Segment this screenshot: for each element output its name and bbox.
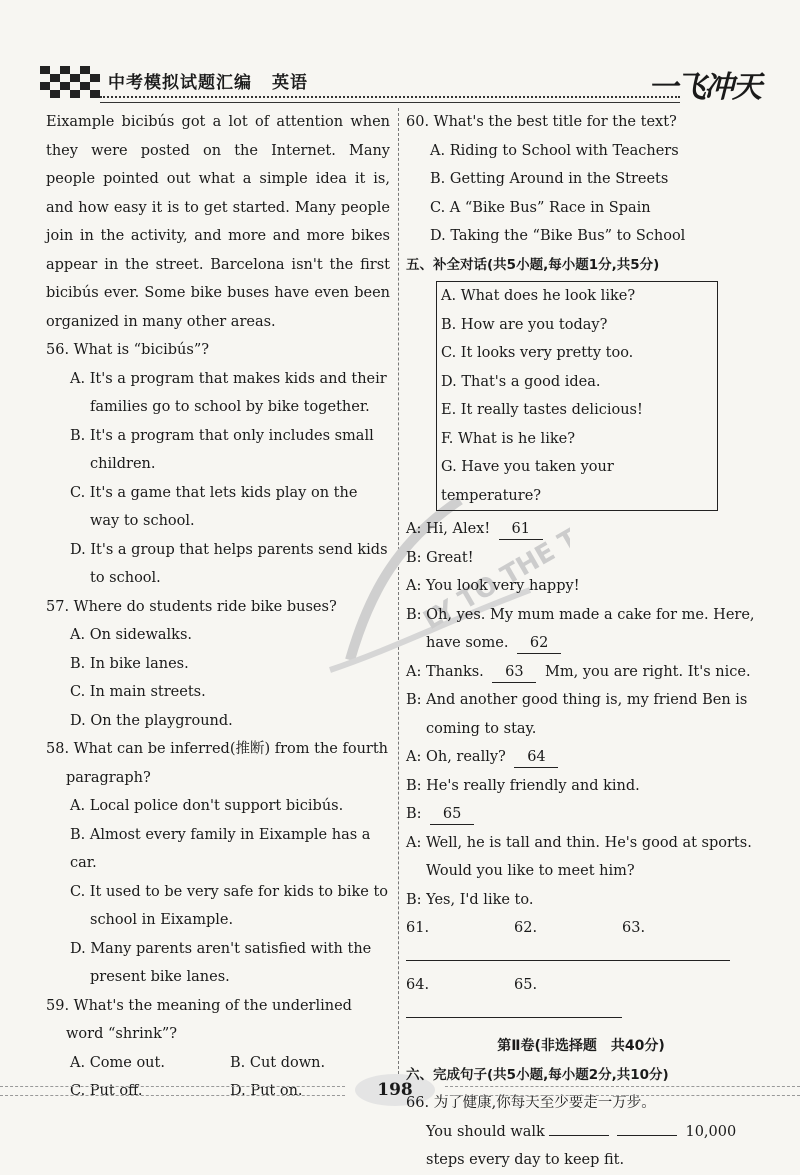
question-66-english-cont: steps every day to keep fit. bbox=[426, 1152, 625, 1168]
right-column bbox=[406, 108, 756, 1175]
dialog-line-10: A: Well, he is tall and thin. He's good at sports. bbox=[406, 834, 752, 851]
column-divider bbox=[398, 108, 399, 1074]
dialog-text: have some. bbox=[426, 635, 509, 651]
answer-62 bbox=[514, 914, 622, 971]
answer-row-1 bbox=[406, 914, 756, 971]
q59-option-d: D. Put on. bbox=[230, 1083, 303, 1099]
dialog-line-3: A: You look very happy! bbox=[406, 578, 580, 594]
q58-option-c: C. It used to be very safe for kids to bike to school in Eixample. bbox=[70, 883, 389, 928]
choices-box bbox=[436, 281, 718, 511]
answer-64 bbox=[406, 971, 514, 1028]
choice-g: G. Have you taken your temperature? bbox=[441, 459, 614, 504]
checker-decoration-icon bbox=[40, 66, 100, 98]
question-57-stem: 57. Where do students ride bike buses? bbox=[46, 598, 337, 615]
dialog-text: B: bbox=[406, 806, 422, 822]
answer-label: 62. bbox=[514, 920, 538, 936]
dialog-line-10-cont: Would you like to meet him? bbox=[426, 863, 635, 879]
answer-line[interactable] bbox=[406, 1001, 514, 1018]
dialog-line-6: B: And another good thing is, my friend Ben is bbox=[406, 692, 748, 708]
page-number: 198 bbox=[355, 1074, 435, 1106]
q56-option-c: C. It's a game that lets kids play on the way to school. bbox=[70, 484, 358, 529]
q60-option-d: D. Taking the “Bike Bus” to School bbox=[430, 228, 686, 244]
answer-label: 61. bbox=[406, 920, 430, 936]
dialog-text: A: Hi, Alex! bbox=[406, 521, 491, 537]
header-rule-solid bbox=[100, 102, 680, 103]
svg-text:LY TO THE TOP: LY TO THE TOP bbox=[418, 502, 570, 637]
dialog-line-4-cont bbox=[426, 629, 756, 658]
answer-63 bbox=[622, 914, 730, 971]
question-56-stem: 56. What is “bicibús”? bbox=[46, 342, 210, 358]
dialog-line-2: B: Great! bbox=[406, 549, 474, 566]
q57-option-b: B. In bike lanes. bbox=[70, 655, 189, 672]
question-59-stem: 59. What's the meaning of the underlined word “shrink”? bbox=[46, 997, 352, 1042]
q56-option-d: D. It's a group that helps parents send kids to school. bbox=[70, 541, 388, 586]
question-66-chinese: 66. 为了健康,你每天至少要走一万步。 bbox=[406, 1095, 656, 1111]
q59-options-row-1 bbox=[70, 1049, 390, 1078]
q57-option-a: A. On sidewalks. bbox=[70, 627, 192, 643]
dialog-line-8: B: He's really friendly and kind. bbox=[406, 777, 640, 794]
q66-number: 10,000 bbox=[685, 1123, 737, 1140]
q56-option-a: A. It's a program that makes kids and their families go to school by bike together. bbox=[70, 370, 387, 415]
choice-e: E. It really tastes delicious! bbox=[441, 402, 643, 418]
question-66-english bbox=[426, 1118, 756, 1147]
q59-option-b: B. Cut down. bbox=[230, 1054, 326, 1071]
answer-label: 65. bbox=[514, 977, 538, 993]
q59-option-c: C. Put off. bbox=[70, 1083, 143, 1099]
answer-label: 63. bbox=[622, 920, 646, 936]
passage-paragraph: Eixample bicibús got a lot of attention when they were posted on the Internet. Many people pointed out what a simple idea it is, and how easy it is to get started. Many people join in the activity, and more and more bikes appear in the street. Barcelona isn't the first bicibús ever. Some bike buses have even been organized in many other areas. bbox=[46, 114, 390, 330]
answer-label: 64. bbox=[406, 977, 430, 993]
question-58-stem: 58. What can be inferred(推断) from the fourth paragraph? bbox=[46, 741, 389, 786]
footer-rule-left bbox=[0, 1086, 345, 1096]
q66-blank-2[interactable] bbox=[617, 1119, 677, 1136]
answer-line[interactable] bbox=[514, 944, 622, 961]
answer-61 bbox=[406, 914, 514, 971]
dialog-line-4: B: Oh, yes. My mum made a cake for me. Here, bbox=[406, 606, 755, 623]
part-2-title: 第Ⅱ卷(非选择题 共40分) bbox=[497, 1038, 665, 1054]
q59-option-a: A. Come out. bbox=[70, 1054, 165, 1071]
answer-65 bbox=[514, 971, 622, 1028]
blank-63[interactable]: 63 bbox=[492, 662, 536, 683]
blank-62[interactable]: 62 bbox=[517, 633, 561, 654]
section-6-heading: 六、完成句子(共5小题,每小题2分,共10分) bbox=[406, 1066, 669, 1083]
dialog-text: A: Oh, really? bbox=[406, 749, 506, 765]
q57-option-d: D. On the playground. bbox=[70, 712, 233, 729]
footer-rule-right bbox=[445, 1086, 800, 1096]
choice-d: D. That's a good idea. bbox=[441, 373, 601, 390]
book-title: 中考模拟试题汇编 bbox=[108, 73, 252, 93]
answer-row-2 bbox=[406, 971, 756, 1028]
answer-line[interactable] bbox=[622, 944, 730, 961]
header-rule bbox=[100, 96, 680, 98]
subject-label: 英语 bbox=[272, 73, 308, 93]
answer-line[interactable] bbox=[406, 944, 514, 961]
q60-option-c: C. A “Bike Bus” Race in Spain bbox=[430, 199, 651, 216]
dialog-line-7 bbox=[406, 743, 756, 772]
blank-61[interactable]: 61 bbox=[499, 519, 543, 540]
choice-a: A. What does he look like? bbox=[441, 288, 636, 304]
dialog-line-11: B: Yes, I'd like to. bbox=[406, 891, 534, 908]
q56-option-b: B. It's a program that only includes small children. bbox=[70, 427, 374, 472]
brand-logo: 一飞冲天 bbox=[648, 70, 760, 105]
choice-c: C. It looks very pretty too. bbox=[441, 345, 634, 361]
q57-option-c: C. In main streets. bbox=[70, 684, 206, 700]
choice-b: B. How are you today? bbox=[441, 316, 608, 333]
q60-option-b: B. Getting Around in the Streets bbox=[430, 171, 669, 187]
q58-option-d: D. Many parents aren't satisfied with the present bike lanes. bbox=[70, 940, 372, 985]
q66-blank-1[interactable] bbox=[549, 1119, 609, 1136]
dialog-text: A: Thanks. bbox=[406, 663, 484, 680]
q66-text: You should walk bbox=[426, 1123, 545, 1140]
left-column bbox=[46, 108, 390, 1106]
q60-option-a: A. Riding to School with Teachers bbox=[430, 142, 679, 159]
question-60-stem: 60. What's the best title for the text? bbox=[406, 114, 677, 130]
section-5-heading: 五、补全对话(共5小题,每小题1分,共5分) bbox=[406, 256, 660, 273]
answer-line[interactable] bbox=[514, 1001, 622, 1018]
choice-f: F. What is he like? bbox=[441, 430, 575, 447]
dialog-line-6-cont: coming to stay. bbox=[426, 720, 537, 737]
page-header bbox=[40, 62, 760, 106]
dialog-line-1 bbox=[406, 515, 756, 544]
dialog-text: Mm, you are right. It's nice. bbox=[545, 663, 751, 680]
blank-65[interactable]: 65 bbox=[430, 804, 474, 825]
q58-option-a: A. Local police don't support bicibús. bbox=[70, 798, 344, 814]
header-title bbox=[108, 68, 308, 93]
blank-64[interactable]: 64 bbox=[514, 747, 558, 768]
q58-option-b: B. Almost every family in Eixample has a car. bbox=[70, 826, 371, 871]
dialog-line-9 bbox=[406, 800, 756, 829]
dialog-line-5 bbox=[406, 658, 756, 687]
